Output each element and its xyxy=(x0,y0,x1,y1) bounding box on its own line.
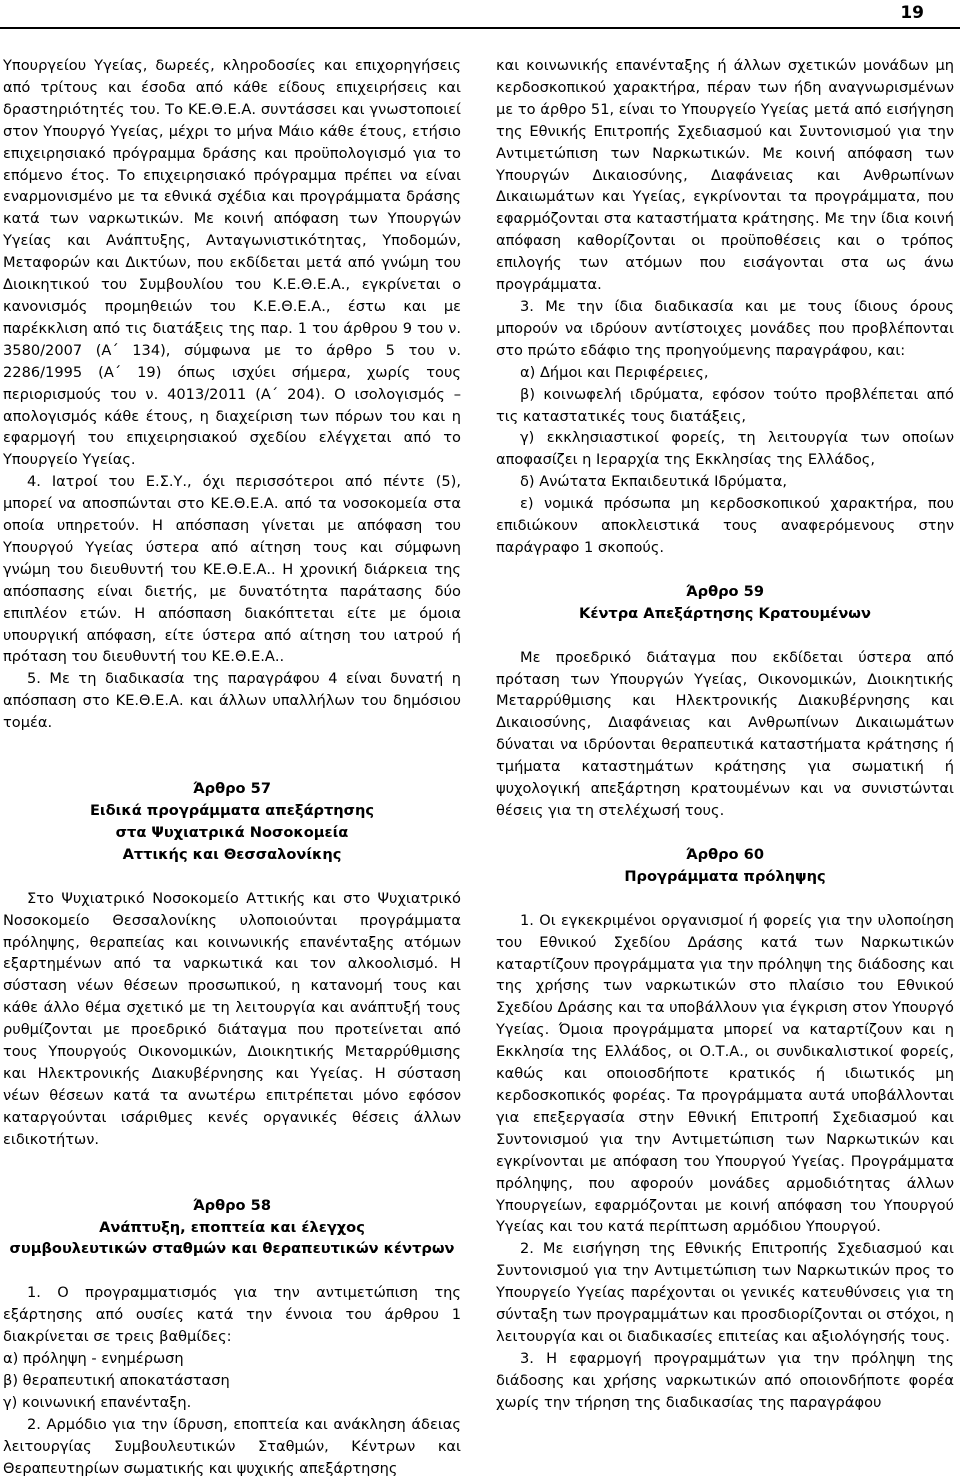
article-title-line: συμβουλευτικών σταθμών και θεραπευτικών κέντρων xyxy=(9,1240,455,1258)
list-item: ε) νομικά πρόσωπα μη κερδοσκοπικού χαρακτήρα, που επιδιώκουν αποκλειστικά τους αναφερόμενους στην παράγραφο 1 σκοπούς. xyxy=(496,495,954,556)
list-item: α) Δήμοι και Περιφέρειες, xyxy=(520,363,709,381)
list-item: β) κοινωφελή ιδρύματα, εφόσον τούτο προβλέπεται από τις καταστατικές τους διατάξεις, xyxy=(496,385,954,425)
paragraph: 5. Με τη διαδικασία της παραγράφου 4 είναι δυνατή η απόσπαση στο ΚΕ.Θ.Ε.Α. και άλλων υπαλλήλων του δημόσιου τομέα. xyxy=(3,670,461,732)
article-title-line: Ανάπτυξη, εποπτεία και έλεγχος xyxy=(99,1218,365,1236)
list-item: α) πρόληψη - ενημέρωση xyxy=(3,1350,184,1368)
paragraph: Στο Ψυχιατρικό Νοσοκομείο Αττικής και στο Ψυχιατρικό Νοσοκομείο Θεσσαλονίκης υλοποιούνται προγράμματα πρόληψης, θεραπείας και κοινωνικής επανένταξης ατόμων εξαρτημένων από τα ναρκωτικά και τον αλκοολισμό. Η σύσταση νέων θέσεων προσωπικού, η κατανομή τους και κάθε άλλο θέμα σχετικό με τη λειτουργία και ανάπτυξή τους ρυθμίζονται με προεδρικό διάταγμα που προτείνεται από τους Υπουργούς Οικονομικών, Διοικητικής Μεταρρύθμισης και Ηλεκτρονικής Διακυβέρνησης και Υγείας. Η σύσταση νέων θέσεων κατά τα ανωτέρω επιτρέπεται μόνο εφόσον καταργούνται ισάριθμες κενές οργανικές θέσεις άλλων ειδικοτήτων. xyxy=(3,889,461,1148)
header-rule xyxy=(0,27,960,29)
list-item: γ) κοινωνική επανένταξη. xyxy=(3,1393,192,1411)
paragraph: Υπουργείου Υγείας, δωρεές, κληροδοσίες και επιχορηγήσεις από τρίτους και έσοδα από κάθε είδους επιχειρήσεις και δραστηριότητές του. Το ΚΕ.Θ.Ε.Α. συντάσσει και γνωστοποιεί στον Υπουργό Υγείας, μέχρι το μήνα Μάιο κάθε έτους, ετήσιο επιχειρησιακό πρόγραμμα δράσης και προϋπολογισμό για το επόμενο έτος. Το επιχειρησιακό πρόγραμμα πρέπει να είναι εναρμονισμένο με τα εθνικά σχέδια και προγράμματα δράσης κατά των ναρκωτικών. Με κοινή απόφαση των Υπουργών Υγείας και Ανάπτυξης, Ανταγωνιστικότητας, Υποδομών, Μεταφορών και Δικτύων, που εκδίδεται μετά από γνώμη του Διοικητικού του Συμβουλίου του Κ.Ε.Θ.Ε.Α., εγκρίνεται ο κανονισμός προμηθειών του Κ.Ε.Θ.Ε.Α., έστω και με παρέκκλιση από τις διατάξεις της παρ. 1 του άρθρου 9 του ν. 3580/2007 (Α΄ 134), σύμφωνα με το άρθρο 5 του ν. 2286/1995 (Α΄ 19) όπως ισχύει σήμερα, χωρίς τους περιορισμούς του ν. 4013/2011 (Α΄ 204). Ο ισολογισμός – απολογισμός κάθε έτους, η διαχείριση των πόρων του και η εφαρμογή του επιχειρησιακού σχεδίου ελέγχεται από το Υπουργείο Υγείας. xyxy=(3,57,461,469)
paragraph: και κοινωνικής επανένταξης ή άλλων σχετικών μονάδων μη κερδοσκοπικού χαρακτήρα, πέραν των ήδη αναγνωρισμένων με το άρθρο 51, είναι το Υπουργείο Υγείας μετά από εισήγηση της Εθνικής Επιτροπής Σχεδιασμού και Συντονισμού για την Αντιμετώπιση των Ναρκωτικών. Με κοινή απόφαση των Υπουργών Δικαιοσύνης, Διαφάνειας και Ανθρωπίνων Δικαιωμάτων και Υγείας, εγκρίνονται τα προγράμματα, που εφαρμόζονται στα καταστήματα κράτησης. Με την ίδια κοινή απόφαση καθορίζονται οι προϋποθέσεις και ο τρόπος επιλογής των ατόμων που εισάγονται στα ως άνω προγράμματα. xyxy=(496,57,954,294)
paragraph: 2. Αρμόδιο για την ίδρυση, εποπτεία και ανάκληση άδειας λειτουργίας Συμβουλευτικών Σταθμών, Κέντρων και Θεραπευτηρίων σωματικής και ψυχικής απεξάρτησης xyxy=(3,1415,461,1477)
paragraph: 1. Οι εγκεκριμένοι οργανισμοί ή φορείς για την υλοποίηση του Εθνικού Σχεδίου Δράσης κατά των Ναρκωτικών καταρτίζουν προγράμματα για την πρόληψη της διάδοσης και της χρήσης των ναρκωτικών στο πλαίσιο του Εθνικού Σχεδίου Δράσης και τα υποβάλλουν για έγκριση στον Υπουργό Υγείας. Όμοια προγράμματα μπορεί να καταρτίζουν και η Εκκλησία της Ελλάδος, οι Ο.Τ.Α., οι συνδικαλιστικοί φορείς, καθώς και οποιοσδήποτε κρατικός ή ιδιωτικός μη κερδοσκοπικός φορέας. Τα προγράμματα αυτά υποβάλλονται για επεξεργασία στην Εθνική Επιτροπή Σχεδιασμού και Συντονισμού για την Αντιμετώπιση των Ναρκωτικών και εγκρίνονται με απόφαση του Υπουργού Υγείας. Προγράμματα πρόληψης, που αφορούν μονάδες αρμοδιότητας άλλων Υπουργείων, εφαρμόζονται με κοινή απόφαση του Υπουργού Υγείας και του κατά περίπτωση αρμόδιου Υπουργού. xyxy=(496,911,954,1236)
article-title-line: στα Ψυχιατρικά Νοσοκομεία xyxy=(115,823,349,841)
right-column xyxy=(496,55,954,1414)
article-57-heading xyxy=(3,778,461,866)
paragraph: Με προεδρικό διάταγμα που εκδίδεται ύστερα από πρόταση των Υπουργών Υγείας, Οικονομικών, Διοικητικής Μεταρρύθμισης και Ηλεκτρονικής Διακυβέρνησης και Δικαιοσύνης, Διαφάνειας και Ανθρωπίνων Δικαιωμάτων δύναται να ιδρύονται θεραπευτικά καταστήματα κράτησης ή τμήματα καταστημάτων κράτησης για σωματική ή ψυχολογική απεξάρτηση κρατουμένων και να συνιστώνται θέσεις για τη στελέχωσή τους. xyxy=(496,648,954,819)
left-column xyxy=(3,55,461,1479)
paragraph: 3. Η εφαρμογή προγραμμάτων για την πρόληψη της διάδοσης και χρήσης ναρκωτικών από οποιονδήποτε φορέα χωρίς την τήρηση της διαδικασίας της παραγράφου xyxy=(496,1349,954,1411)
article-title-line: Κέντρα Απεξάρτησης Κρατουμένων xyxy=(579,604,871,622)
list-item: β) θεραπευτική αποκατάσταση xyxy=(3,1371,230,1389)
article-title-line: Αττικής και Θεσσαλονίκης xyxy=(122,845,342,863)
list-item: δ) Ανώτατα Εκπαιδευτικά Ιδρύματα, xyxy=(520,473,787,491)
paragraph: 2. Με εισήγηση της Εθνικής Επιτροπής Σχεδιασμού και Συντονισμού για την Αντιμετώπιση των Ναρκωτικών προς το Υπουργείο Υγείας παρέχονται οι γενικές κατευθύνσεις για τη σύνταξη των προγραμμάτων και προσδιορίζονται οι στόχοι, η λειτουργία και οι διαδικασίες επιτείας και αξιολόγησής τους. xyxy=(496,1240,954,1345)
article-number: Άρθρο 57 xyxy=(193,780,271,798)
article-58-heading xyxy=(3,1195,461,1261)
article-59-heading xyxy=(496,581,954,625)
article-number: Άρθρο 58 xyxy=(193,1196,271,1214)
paragraph: 1. Ο προγραμματισμός για την αντιμετώπιση της εξάρτησης από ουσίες κατά την έννοια του άρθρου 1 διακρίνεται σε τρεις βαθμίδες: xyxy=(3,1284,461,1346)
page-number: 19 xyxy=(900,3,924,23)
page-header xyxy=(0,0,960,28)
article-number: Άρθρο 60 xyxy=(686,845,764,863)
article-title-line: Προγράμματα πρόληψης xyxy=(624,867,826,885)
paragraph: 4. Ιατροί του Ε.Σ.Υ., όχι περισσότεροι από πέντε (5), μπορεί να αποσπώνται στο ΚΕ.Θ.Ε.Α. από τα νοσοκομεία στα οποία υπηρετούν. Η απόσπαση γίνεται με απόφαση του Υπουργού Υγείας ύστερα από αίτηση τους και σύμφωνη γνώμη του διευθυντή του ΚΕ.Θ.Ε.Α.. Η χρονική διάρκεια της απόσπασης είναι διετής, με δυνατότητα παράτασης δύο επιπλέον ετών. Η απόσπαση διακόπτεται είτε με όμοια υπουργική απόφαση, είτε ύστερα από αίτηση του ιατρού ή πρόταση του διευθυντή του ΚΕ.Θ.Ε.Α.. xyxy=(3,473,461,666)
article-60-heading xyxy=(496,844,954,888)
article-number: Άρθρο 59 xyxy=(686,582,764,600)
article-title-line: Ειδικά προγράμματα απεξάρτησης xyxy=(89,802,375,819)
list-item: γ) εκκλησιαστικοί φορείς, τη λειτουργία των οποίων αποφασίζει η Ιεραρχία της Εκκλησίας της Ελλάδος, xyxy=(496,429,954,469)
paragraph: 3. Με την ίδια διαδικασία και με τους ίδιους όρους μπορούν να ιδρύουν αντίστοιχες μονάδες που προβλέπονται στο πρώτο εδάφιο της προηγούμενης παραγράφου, και: xyxy=(496,297,954,359)
